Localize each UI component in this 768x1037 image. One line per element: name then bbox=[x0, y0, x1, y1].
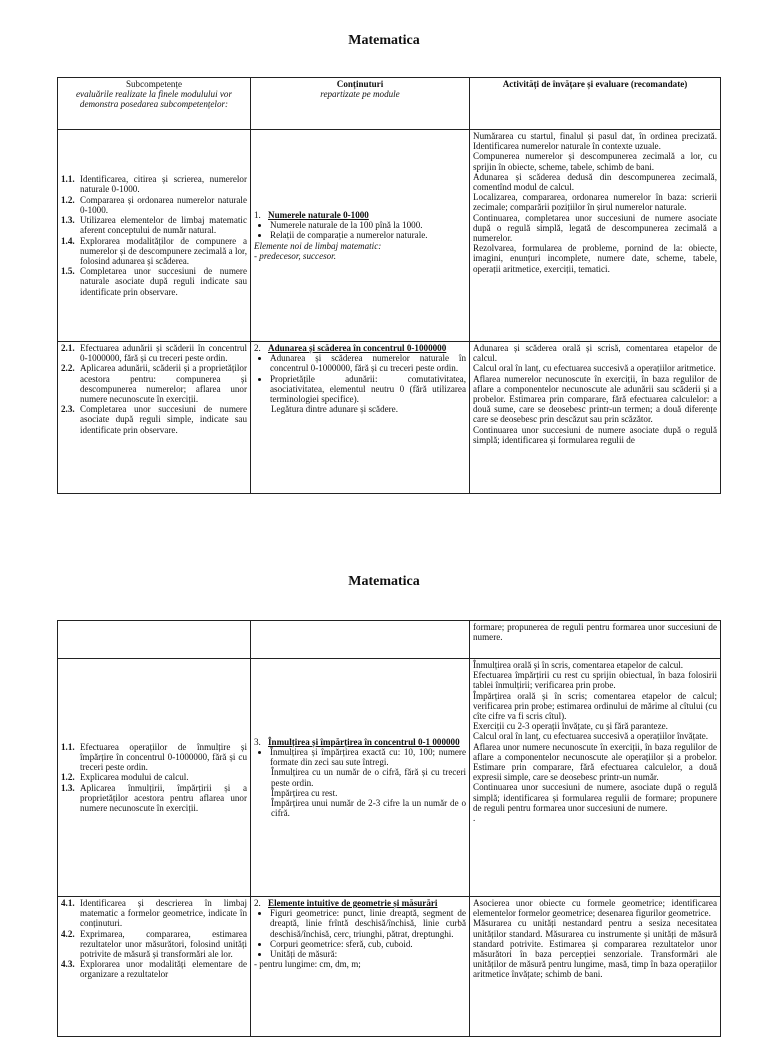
header-contents-title: Conținuturi bbox=[336, 79, 384, 89]
contents-extra: - pentru lungime: cm, dm, m; bbox=[254, 959, 361, 970]
competence-item: 2.1. Efectuarea adunării și scăderii în concentrul 0-1000000, fără și cu treceri peste ordin. bbox=[61, 343, 247, 364]
activity-paragraph: Adunarea și scăderea dedusă din descompunerea zecimală, comentînd modul de calcul. bbox=[473, 171, 717, 193]
activity-paragraph: Adunarea și scăderea orală și scrisă, comentarea etapelor de calcul. bbox=[473, 343, 717, 364]
list-item: • Adunarea și scăderea numerelor naturale în concentrul 0-1000000, fără și cu treceri peste ordin. bbox=[270, 353, 466, 373]
competences-cell bbox=[58, 621, 251, 659]
competence-item: 1.4. Explorarea modalităților de compunere a numerelor și de descompunere zecimală a lor, folosind adunarea și scăderea. bbox=[61, 235, 247, 266]
table-row bbox=[58, 897, 721, 1037]
contents-list bbox=[254, 908, 466, 959]
competence-item: 1.3. Utilizarea elementelor de limbaj matematic aferent conceptului de număr natural. bbox=[61, 215, 247, 236]
competence-item: 1.2. Explicarea modului de calcul. bbox=[61, 772, 189, 783]
page-title: Matematica bbox=[348, 574, 420, 589]
competence-item: 1.2. Compararea și ordonarea numerelor naturale 0-1000. bbox=[61, 194, 247, 215]
activity-paragraph: Exerciții cu 2-3 operații învățate, cu și fără paranteze. bbox=[473, 721, 668, 732]
activity-paragraph: Asocierea unor obiecte cu formele geometrice; identificarea elementelor formelor geometrice; desenarea figurilor geometrice. bbox=[473, 898, 717, 919]
competences-cell bbox=[58, 130, 251, 342]
list-item: • Numerele naturale de la 100 pînă la 1000. bbox=[270, 220, 466, 230]
competence-item: 1.3. Aplicarea înmulțirii, împărțirii și a proprietăților acestora pentru aflarea unor numere necunoscute în exerciții. bbox=[61, 782, 247, 813]
competences-cell bbox=[58, 659, 251, 897]
competence-item: 2.2. Aplicarea adunării, scăderii și a proprietăților acestora pentru: compunerea și descompunerea numerelor; aflarea unor numere necunoscute în exerciții. bbox=[61, 363, 247, 405]
activity-paragraph: Localizarea, compararea, ordonarea numerelor în baza: scrierii zecimale; comparării pozițiilor în șirul numerelor naturale. bbox=[473, 192, 717, 213]
activity-paragraph: Aflarea unor numere necunoscute în exerciții, în baza regulilor de aflare a componentelor necunoscute ale operațiilor și a probelor. Estimare prin comparare, fără efectuarea calculelor, a două expresii simple, care se deosebesc printr-un număr. bbox=[473, 741, 717, 783]
header-activities bbox=[470, 78, 721, 130]
activity-paragraph: Măsurarea cu unități nestandard pentru a sesiza necesitatea unităților standard. Măsurarea cu instrumente și unități de măsură standard potrivite. Estimarea și compararea rezultatelor unor măsurători în baza percepției senzoriale. Transformări ale unităților de măsură pentru lungime, masă, timp în baza operațiilor aritmetice învățate; schimb de bani. bbox=[473, 918, 717, 980]
activities-cell bbox=[470, 130, 721, 342]
table-row bbox=[58, 130, 721, 342]
activities-cell bbox=[470, 897, 721, 1037]
table-header-row bbox=[58, 78, 721, 130]
contents-list bbox=[254, 747, 466, 767]
note-items: - predecesor, succesor. bbox=[254, 250, 336, 261]
page-title: Matematica bbox=[348, 33, 420, 48]
competences-cell bbox=[58, 342, 251, 494]
competence-item: 4.2. Exprimarea, compararea, estimarea rezultatelor unor măsurători, folosind unități potrivite de măsură și transformări ale lor. bbox=[61, 928, 247, 960]
activity-paragraph: Efectuarea împărțirii cu rest cu sprijin obiectual, în baza folosirii tablei înmulțirii; verificarea prin probe. bbox=[473, 670, 717, 691]
activity-paragraph: Continuarea unor succesiuni de numere, asociate după o regulă simplă; identificarea și formularea regulii de formare; propunere de reguli pentru formarea unor succesiuni de numere. bbox=[473, 782, 717, 813]
competence-item: 1.1. Identificarea, citirea și scrierea, numerelor naturale 0-1000. bbox=[61, 174, 247, 195]
activities-cell bbox=[470, 342, 721, 494]
competence-item: 1.1. Efectuarea operațiilor de înmulțire și împărțire în concentrul 0-1000000, fără și cu treceri peste ordin. bbox=[61, 741, 247, 773]
contents-extra: Împărțirea cu rest. bbox=[271, 787, 338, 798]
competence-item: 1.5. Completarea unor succesiuni de numere naturale asociate după reguli indicate sau identificate prin observare. bbox=[61, 266, 247, 297]
module-heading: 1. Numerele naturale 0-1000 bbox=[254, 209, 369, 220]
list-item: • Înmulțirea și împărțirea exactă cu: 10, 100; numere formate din zeci sau sute întregi. bbox=[270, 747, 466, 767]
contents-cell bbox=[251, 621, 470, 659]
table-row bbox=[58, 621, 721, 659]
contents-extra: Legătura dintre adunare și scădere. bbox=[271, 404, 398, 415]
activity-paragraph: Compunerea numerelor și descompunerea zecimală a lor, cu sprijin în obiecte, scheme, tabele, schimb de bani. bbox=[473, 151, 717, 172]
header-subcompetences-title: Subcompetențe bbox=[125, 79, 183, 89]
curriculum-table-page1 bbox=[57, 77, 721, 494]
list-item: • Unități de măsură: bbox=[270, 949, 466, 959]
activity-paragraph: formare; propunerea de reguli pentru formarea unor succesiuni de numere. bbox=[473, 622, 717, 643]
list-item: • Corpuri geometrice: sferă, cub, cuboid. bbox=[270, 939, 466, 949]
table-row bbox=[58, 659, 721, 897]
activity-paragraph: Calcul oral în lanț, cu efectuarea succesivă a operațiilor aritmetice. bbox=[473, 363, 716, 374]
activities-cell bbox=[470, 621, 721, 659]
activities-cell bbox=[470, 659, 721, 897]
activity-paragraph: . bbox=[473, 813, 476, 824]
module-heading: 2. Elemente intuitive de geometrie și măsurări bbox=[254, 898, 438, 908]
contents-extra: Înmulțirea cu un număr de o cifră, fără și cu treceri peste ordin. bbox=[271, 767, 466, 788]
activity-paragraph: Continuarea, completarea unor succesiuni de numere asociate după o regulă simplă, legată de descompunerea zecimală a numerelor. bbox=[473, 212, 717, 244]
activity-paragraph: Aflarea numerelor necunoscute în exerciții, în baza regulilor de aflare a componentelor necunoscute ale adunării sau scăderii și a probelor. Estimarea prin comparare, fără efectuarea calculelor: a două sume, care se deosebesc printr-un termen; a două diferențe care se deosebesc prin descăzut sau prin scăzător. bbox=[473, 373, 717, 425]
header-contents-sub: repartizate pe module bbox=[320, 89, 400, 100]
header-subcompetences bbox=[58, 78, 251, 130]
activity-paragraph: Rezolvarea, formularea de probleme, pornind de la: obiecte, imagini, enunțuri incomplete, numere date, scheme, tabele, operații aritmetice, exerciții, tematici. bbox=[473, 243, 717, 274]
contents-list bbox=[254, 220, 466, 240]
header-subcompetences-sub: evaluările realizate la finele modulului vor demonstra posedarea subcompetențelor: bbox=[76, 89, 232, 110]
curriculum-table-page2 bbox=[57, 620, 721, 1037]
competences-cell bbox=[58, 897, 251, 1037]
contents-cell bbox=[251, 342, 470, 494]
header-contents bbox=[251, 78, 470, 130]
contents-cell bbox=[251, 897, 470, 1037]
list-item: • Figuri geometrice: punct, linie dreaptă, segment de dreaptă, linie frîntă deschisă/închisă, linie curbă deschisă/închisă, cerc, triunghi, pătrat, dreptunghi. bbox=[270, 908, 466, 939]
module-heading: 2. Adunarea și scăderea în concentrul 0-1000000 bbox=[254, 343, 447, 353]
note-title: Elemente noi de limbaj matematic: bbox=[254, 240, 382, 251]
table-row bbox=[58, 342, 721, 494]
list-item: • Relații de comparație a numerelor naturale. bbox=[270, 230, 466, 240]
activity-paragraph: Calcul oral în lanț, cu efectuarea succesivă a operațiilor învățate. bbox=[473, 731, 709, 742]
activity-paragraph: Înmulțirea orală și în scris, comentarea etapelor de calcul. bbox=[473, 660, 684, 670]
competence-item: 4.3. Explorarea unor modalități elementare de organizare a rezultatelor bbox=[61, 959, 247, 980]
contents-cell bbox=[251, 130, 470, 342]
contents-cell bbox=[251, 659, 470, 897]
activity-paragraph: Împărțirea orală și în scris; comentarea etapelor de calcul; verificarea prin probe; estimarea ordinului de mărime al cîtului (cu cîte cifre va fi scris cîtul). bbox=[473, 690, 717, 722]
module-heading: 3. Înmulțirea și împărțirea în concentrul 0-1 000000 bbox=[254, 736, 460, 747]
list-item: • Proprietățile adunării: comutativitatea, asociativitatea, elementul neutru 0 (fără utilizarea terminologiei specifice). bbox=[270, 374, 466, 405]
header-activities-title: Activități de învățare și evaluare (recomandate) bbox=[502, 79, 688, 89]
competence-item: 2.3. Completarea unor succesiuni de numere asociate după reguli simple, indicate sau identificate prin observare. bbox=[61, 404, 247, 435]
activity-paragraph: Continuarea unor succesiuni de numere asociate după o regulă simplă; identificarea și formularea regulii de bbox=[473, 424, 717, 445]
activity-paragraph: Numărarea cu startul, finalul și pasul dat, în ordinea precizată. Identificarea numerelor naturale în contexte uzuale. bbox=[473, 131, 717, 152]
competence-item: 4.1. Identificarea și descrierea în limbaj matematic a formelor geometrice, indicate în conținuturi. bbox=[61, 898, 247, 929]
contents-list bbox=[254, 353, 466, 404]
contents-extra: Împărțirea unui număr de 2-3 cifre la un număr de o cifră. bbox=[271, 797, 466, 819]
